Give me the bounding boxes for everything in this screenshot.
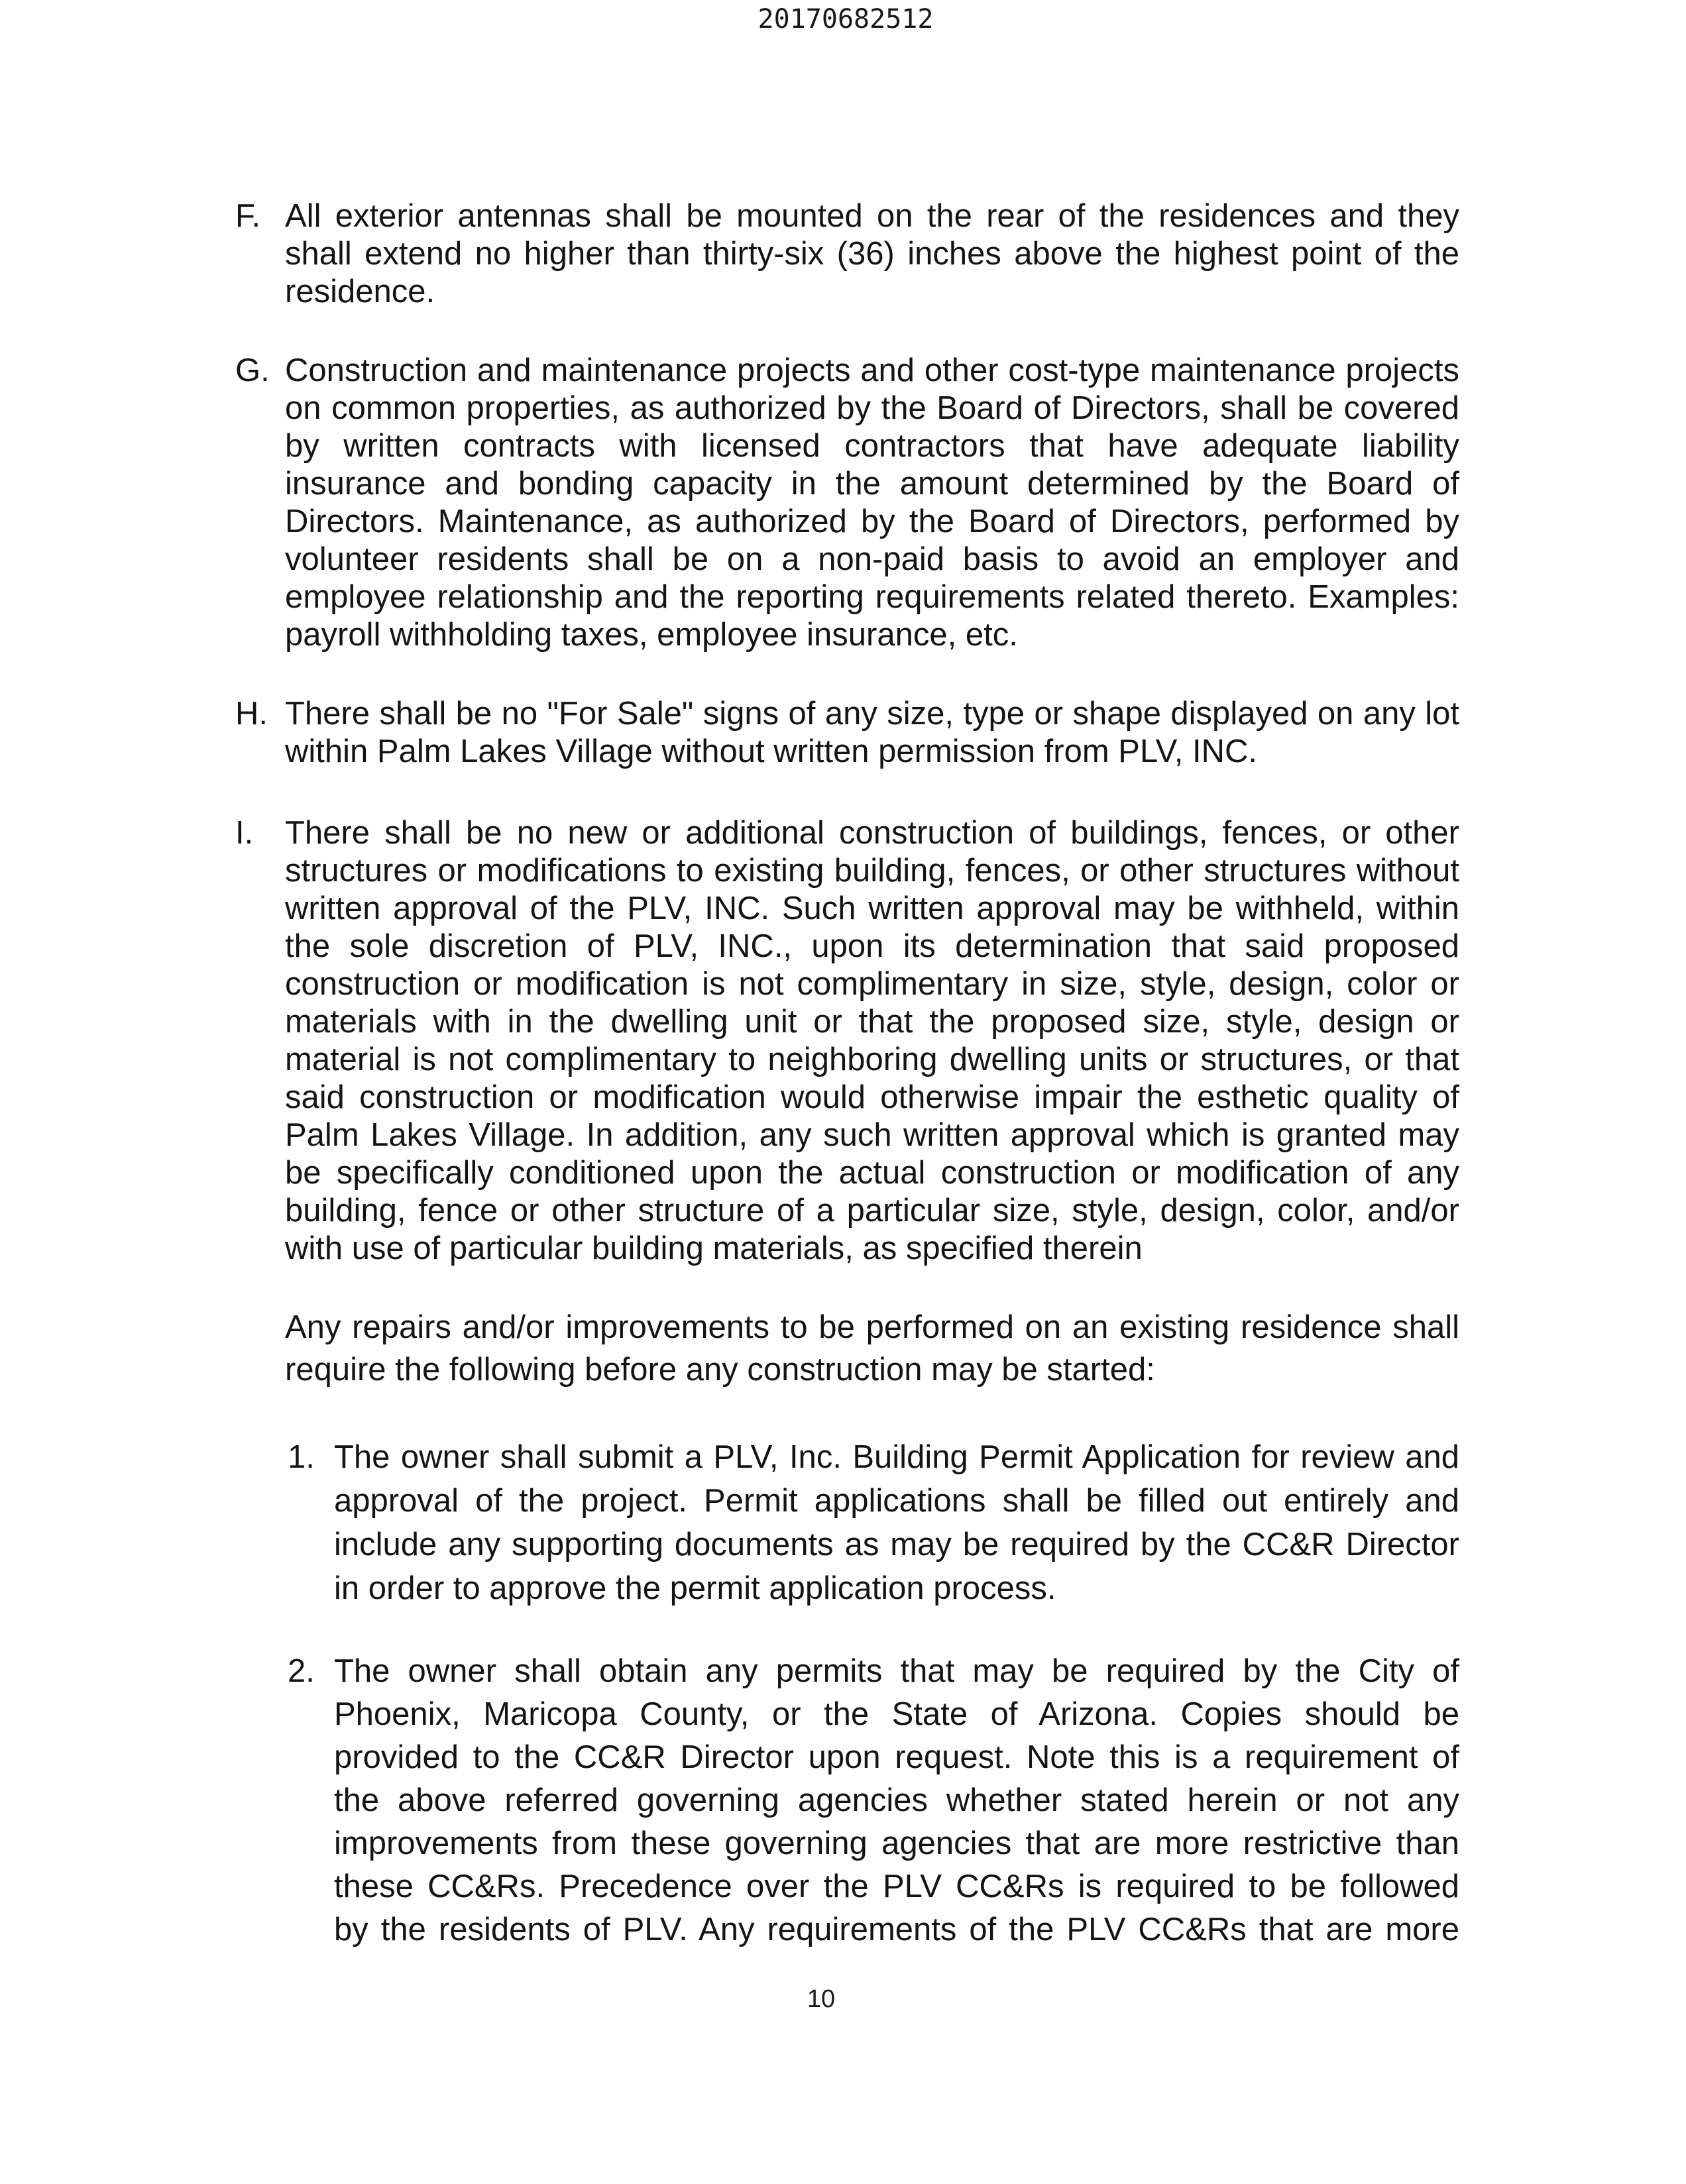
- text-line: the sole discretion of PLV, INC., upon its determination that said proposed: [285, 928, 1459, 964]
- text-line: by the residents of PLV. Any requirements of the PLV CC&Rs that are more: [334, 1912, 1459, 1947]
- text-line: The owner shall submit a PLV, Inc. Building Permit Application for review and: [334, 1439, 1459, 1475]
- text-line: be specifically conditioned upon the actual construction or modification of any: [285, 1155, 1459, 1191]
- text-line: construction or modification is not complimentary in size, style, design, color or: [285, 966, 1459, 1002]
- text-line: insurance and bonding capacity in the amount determined by the Board of: [285, 466, 1459, 502]
- text-line: with use of particular building materials, as specified therein: [285, 1230, 1143, 1266]
- text-line: Directors. Maintenance, as authorized by the Board of Directors, performed by: [285, 504, 1459, 539]
- text-line: materials with in the dwelling unit or that the proposed size, style, design or: [285, 1004, 1459, 1040]
- text-line: require the following before any construction may be started:: [285, 1352, 1155, 1388]
- text-line: There shall be no new or additional construction of buildings, fences, or other: [285, 815, 1459, 851]
- section-label: F.: [235, 198, 261, 234]
- text-line: on common properties, as authorized by the Board of Directors, shall be covered: [285, 390, 1459, 426]
- paragraph-text: [285, 1306, 1459, 1391]
- text-line: building, fence or other structure of a particular size, style, design, color, and/or: [285, 1193, 1459, 1228]
- text-line: payroll withholding taxes, employee insurance, etc.: [285, 617, 1018, 653]
- list-item-text: [334, 1650, 1459, 1951]
- section-text: [285, 197, 1459, 311]
- text-line: the above referred governing agencies whether stated herein or not any: [334, 1782, 1459, 1818]
- text-line: provided to the CC&R Director upon request. Note this is a requirement of: [334, 1739, 1459, 1775]
- text-line: said construction or modification would otherwise impair the esthetic quality of: [285, 1079, 1459, 1115]
- section-label: I.: [235, 815, 254, 851]
- text-line: volunteer residents shall be on a non-paid basis to avoid an employer and: [285, 541, 1459, 577]
- text-line: in order to approve the permit application process.: [334, 1570, 1056, 1606]
- section-text: [285, 352, 1459, 654]
- text-line: material is not complimentary to neighboring dwelling units or structures, or that: [285, 1042, 1459, 1077]
- text-line: within Palm Lakes Village without written permission from PLV, INC.: [285, 734, 1257, 769]
- list-item-number: 1.: [288, 1439, 315, 1475]
- text-line: Construction and maintenance projects and other cost-type maintenance projects: [285, 353, 1459, 388]
- text-line: There shall be no "For Sale" signs of any size, type or shape displayed on any lot: [285, 696, 1459, 732]
- list-item-text: [334, 1435, 1459, 1610]
- section-label: G.: [235, 353, 270, 388]
- text-line: Phoenix, Maricopa County, or the State of Arizona. Copies should be: [334, 1696, 1459, 1732]
- text-line: Palm Lakes Village. In addition, any such written approval which is granted may: [285, 1117, 1459, 1153]
- text-line: All exterior antennas shall be mounted on the rear of the residences and they: [285, 198, 1459, 234]
- document-number: 20170682512: [758, 4, 934, 34]
- list-item-number: 2.: [288, 1653, 315, 1689]
- section-text: [285, 695, 1459, 771]
- section-label: H.: [235, 696, 268, 732]
- text-line: employee relationship and the reporting requirements related thereto. Examples:: [285, 579, 1459, 615]
- text-line: residence.: [285, 274, 435, 309]
- text-line: The owner shall obtain any permits that may be required by the City of: [334, 1653, 1459, 1689]
- text-line: improvements from these governing agencies that are more restrictive than: [334, 1826, 1459, 1861]
- text-line: shall extend no higher than thirty-six (36) inches above the highest point of the: [285, 236, 1459, 272]
- section-text: [285, 814, 1459, 1268]
- text-line: approval of the project. Permit applications shall be filled out entirely and: [334, 1483, 1459, 1519]
- text-line: structures or modifications to existing building, fences, or other structures without: [285, 853, 1459, 889]
- text-line: Any repairs and/or improvements to be performed on an existing residence shall: [285, 1309, 1459, 1345]
- text-line: include any supporting documents as may be required by the CC&R Director: [334, 1527, 1459, 1562]
- text-line: these CC&Rs. Precedence over the PLV CC&Rs is required to be followed: [334, 1869, 1459, 1904]
- text-line: written approval of the PLV, INC. Such written approval may be withheld, within: [285, 891, 1459, 926]
- page-number: 10: [807, 1985, 836, 2013]
- text-line: by written contracts with licensed contractors that have adequate liability: [285, 428, 1459, 464]
